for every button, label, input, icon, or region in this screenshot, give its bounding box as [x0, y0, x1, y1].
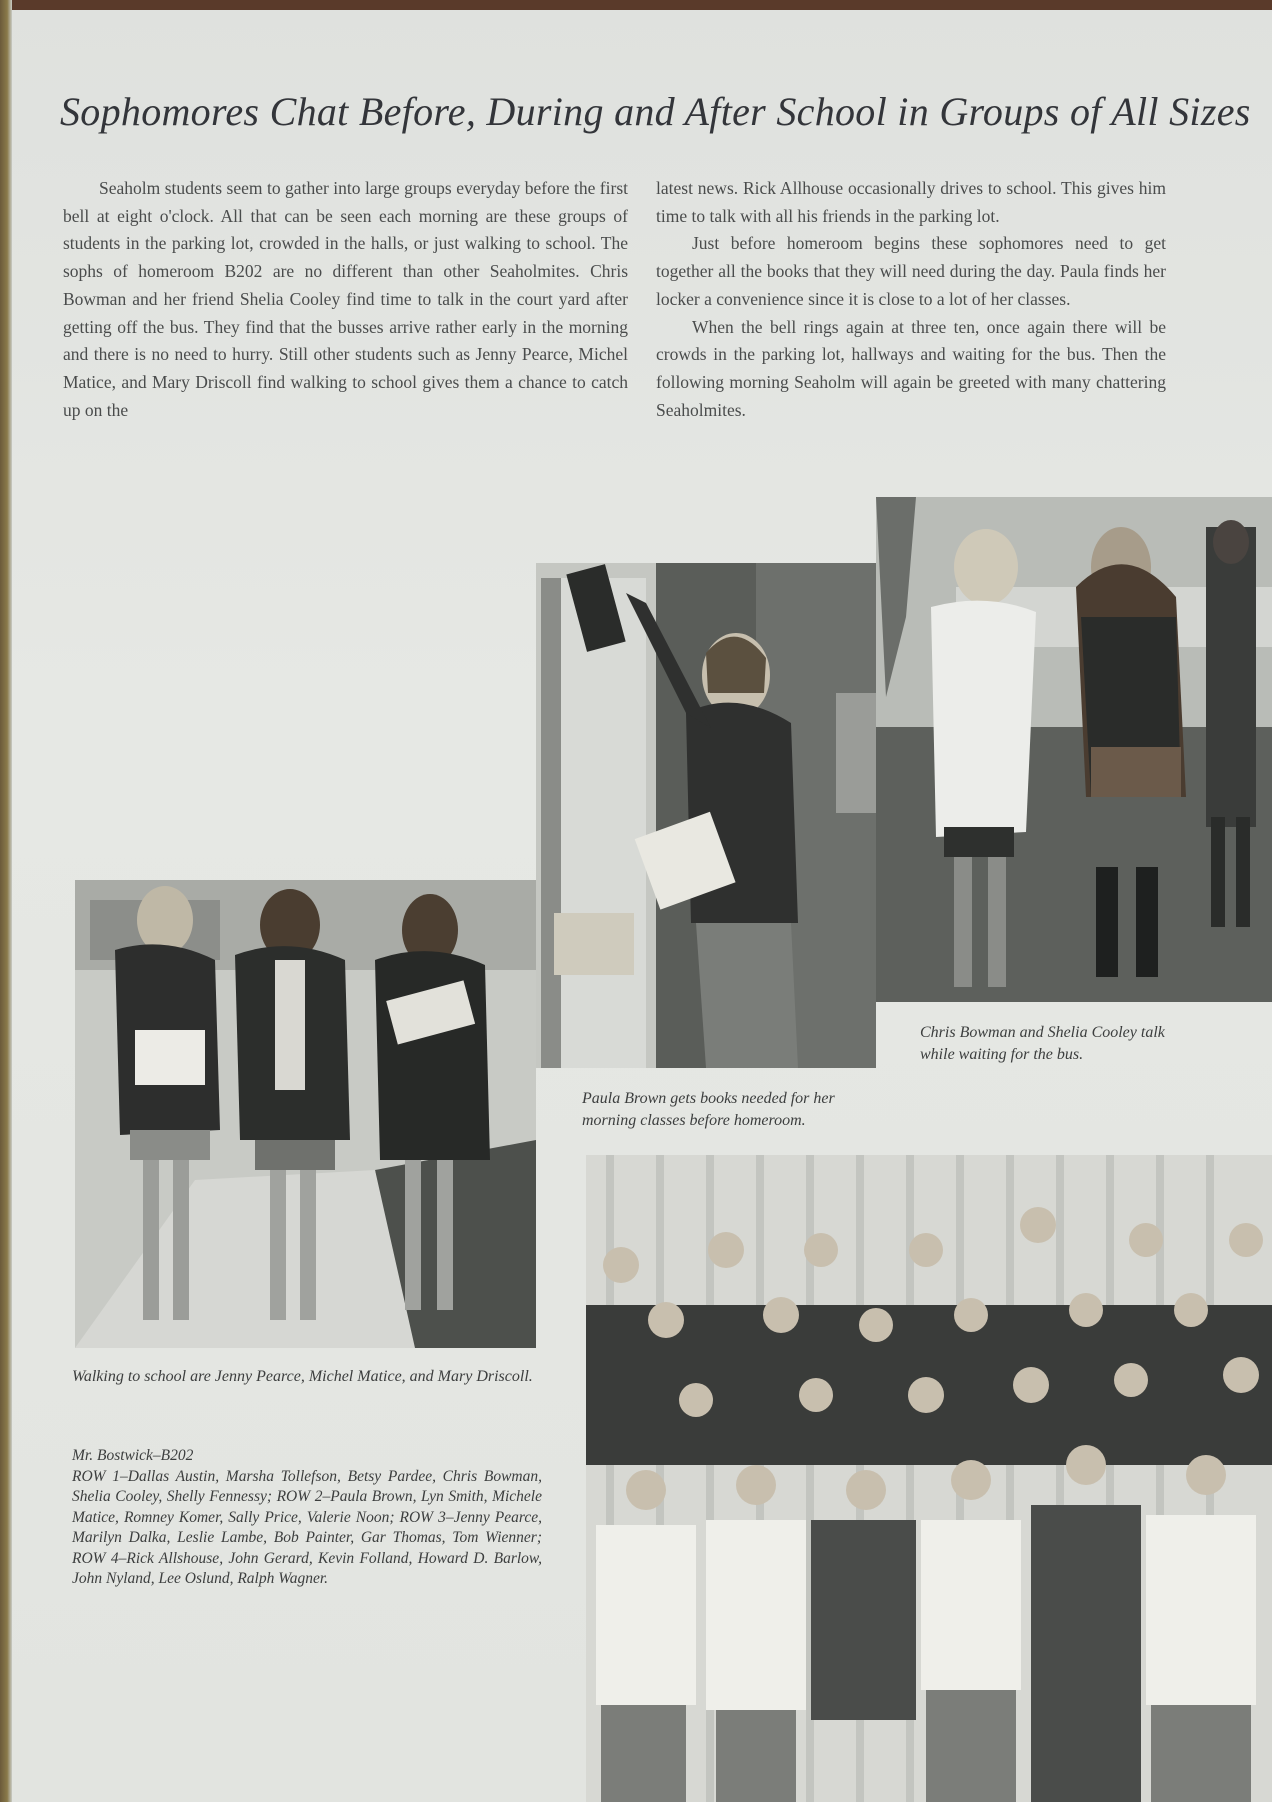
photo-homeroom-group [586, 1155, 1272, 1802]
page-top-edge [0, 0, 1272, 10]
caption-bus: Chris Bowman and Shelia Cooley talk while waiting for the bus. [920, 1024, 1165, 1063]
photo-locker [536, 563, 876, 1068]
photo-courtyard-bus [876, 497, 1272, 1002]
roster-rows: ROW 1–Dallas Austin, Marsha Tollefson, Betsy Pardee, Chris Bowman, Shelia Cooley, Shelly Fennessy; ROW 2–Paula Brown, Lyn Smith, Michele Matice, Romney Komer, Sally Price, Valerie Noon; ROW 3–Jenny Pearce, Marilyn Dalka, Leslie Lambe, Bob Painter, Gar Thomas, Tom Wienner; ROW 4–Rick Allshouse, John Gerard, Kevin Folland, Howard D. Barlow, John Nyland, Lee Oslund, Ralph Wagner. [72, 1467, 542, 1587]
page-binding-edge [0, 0, 12, 1802]
body-column-left [63, 175, 628, 424]
caption-locker: Paula Brown gets books needed for her morning classes before homeroom. [582, 1090, 835, 1129]
body-paragraph: When the bell rings again at three ten, once again there will be crowds in the parking lot, hallways and waiting for the bus. Then the following morning Seaholm will again be greeted with many chattering Seaholmites. [656, 316, 1166, 420]
page-title: Sophomores Chat Before, During and After School in Groups of All Sizes [60, 89, 1251, 134]
homeroom-roster [72, 1446, 542, 1590]
body-paragraph: Just before homeroom begins these sophomores need to get together all the books that they will need during the day. Paula finds her locker a convenience since it is close to a lot of her classes. [656, 233, 1166, 309]
body-column-right [656, 175, 1166, 424]
body-paragraph: latest news. Rick Allhouse occasionally drives to school. This gives him time to talk with all his friends in the parking lot. [656, 178, 1166, 226]
photo-walking [75, 880, 536, 1348]
caption-walking: Walking to school are Jenny Pearce, Michel Matice, and Mary Driscoll. [72, 1368, 533, 1385]
body-paragraph: Seaholm students seem to gather into large groups everyday before the first bell at eight o'clock. All that can be seen each morning are these groups of students in the parking lot, crowded in the halls, or just walking to school. The sophs of homeroom B202 are no different than other Seaholmites. Chris Bowman and her friend Shelia Cooley find time to talk in the court yard after getting off the bus. They find that the busses arrive rather early in the morning and there is no need to hurry. Still other students such as Jenny Pearce, Michel Matice, and Mary Driscoll find walking to school gives them a chance to catch up on the [63, 178, 628, 420]
roster-teacher: Mr. Bostwick–B202 [72, 1447, 194, 1464]
